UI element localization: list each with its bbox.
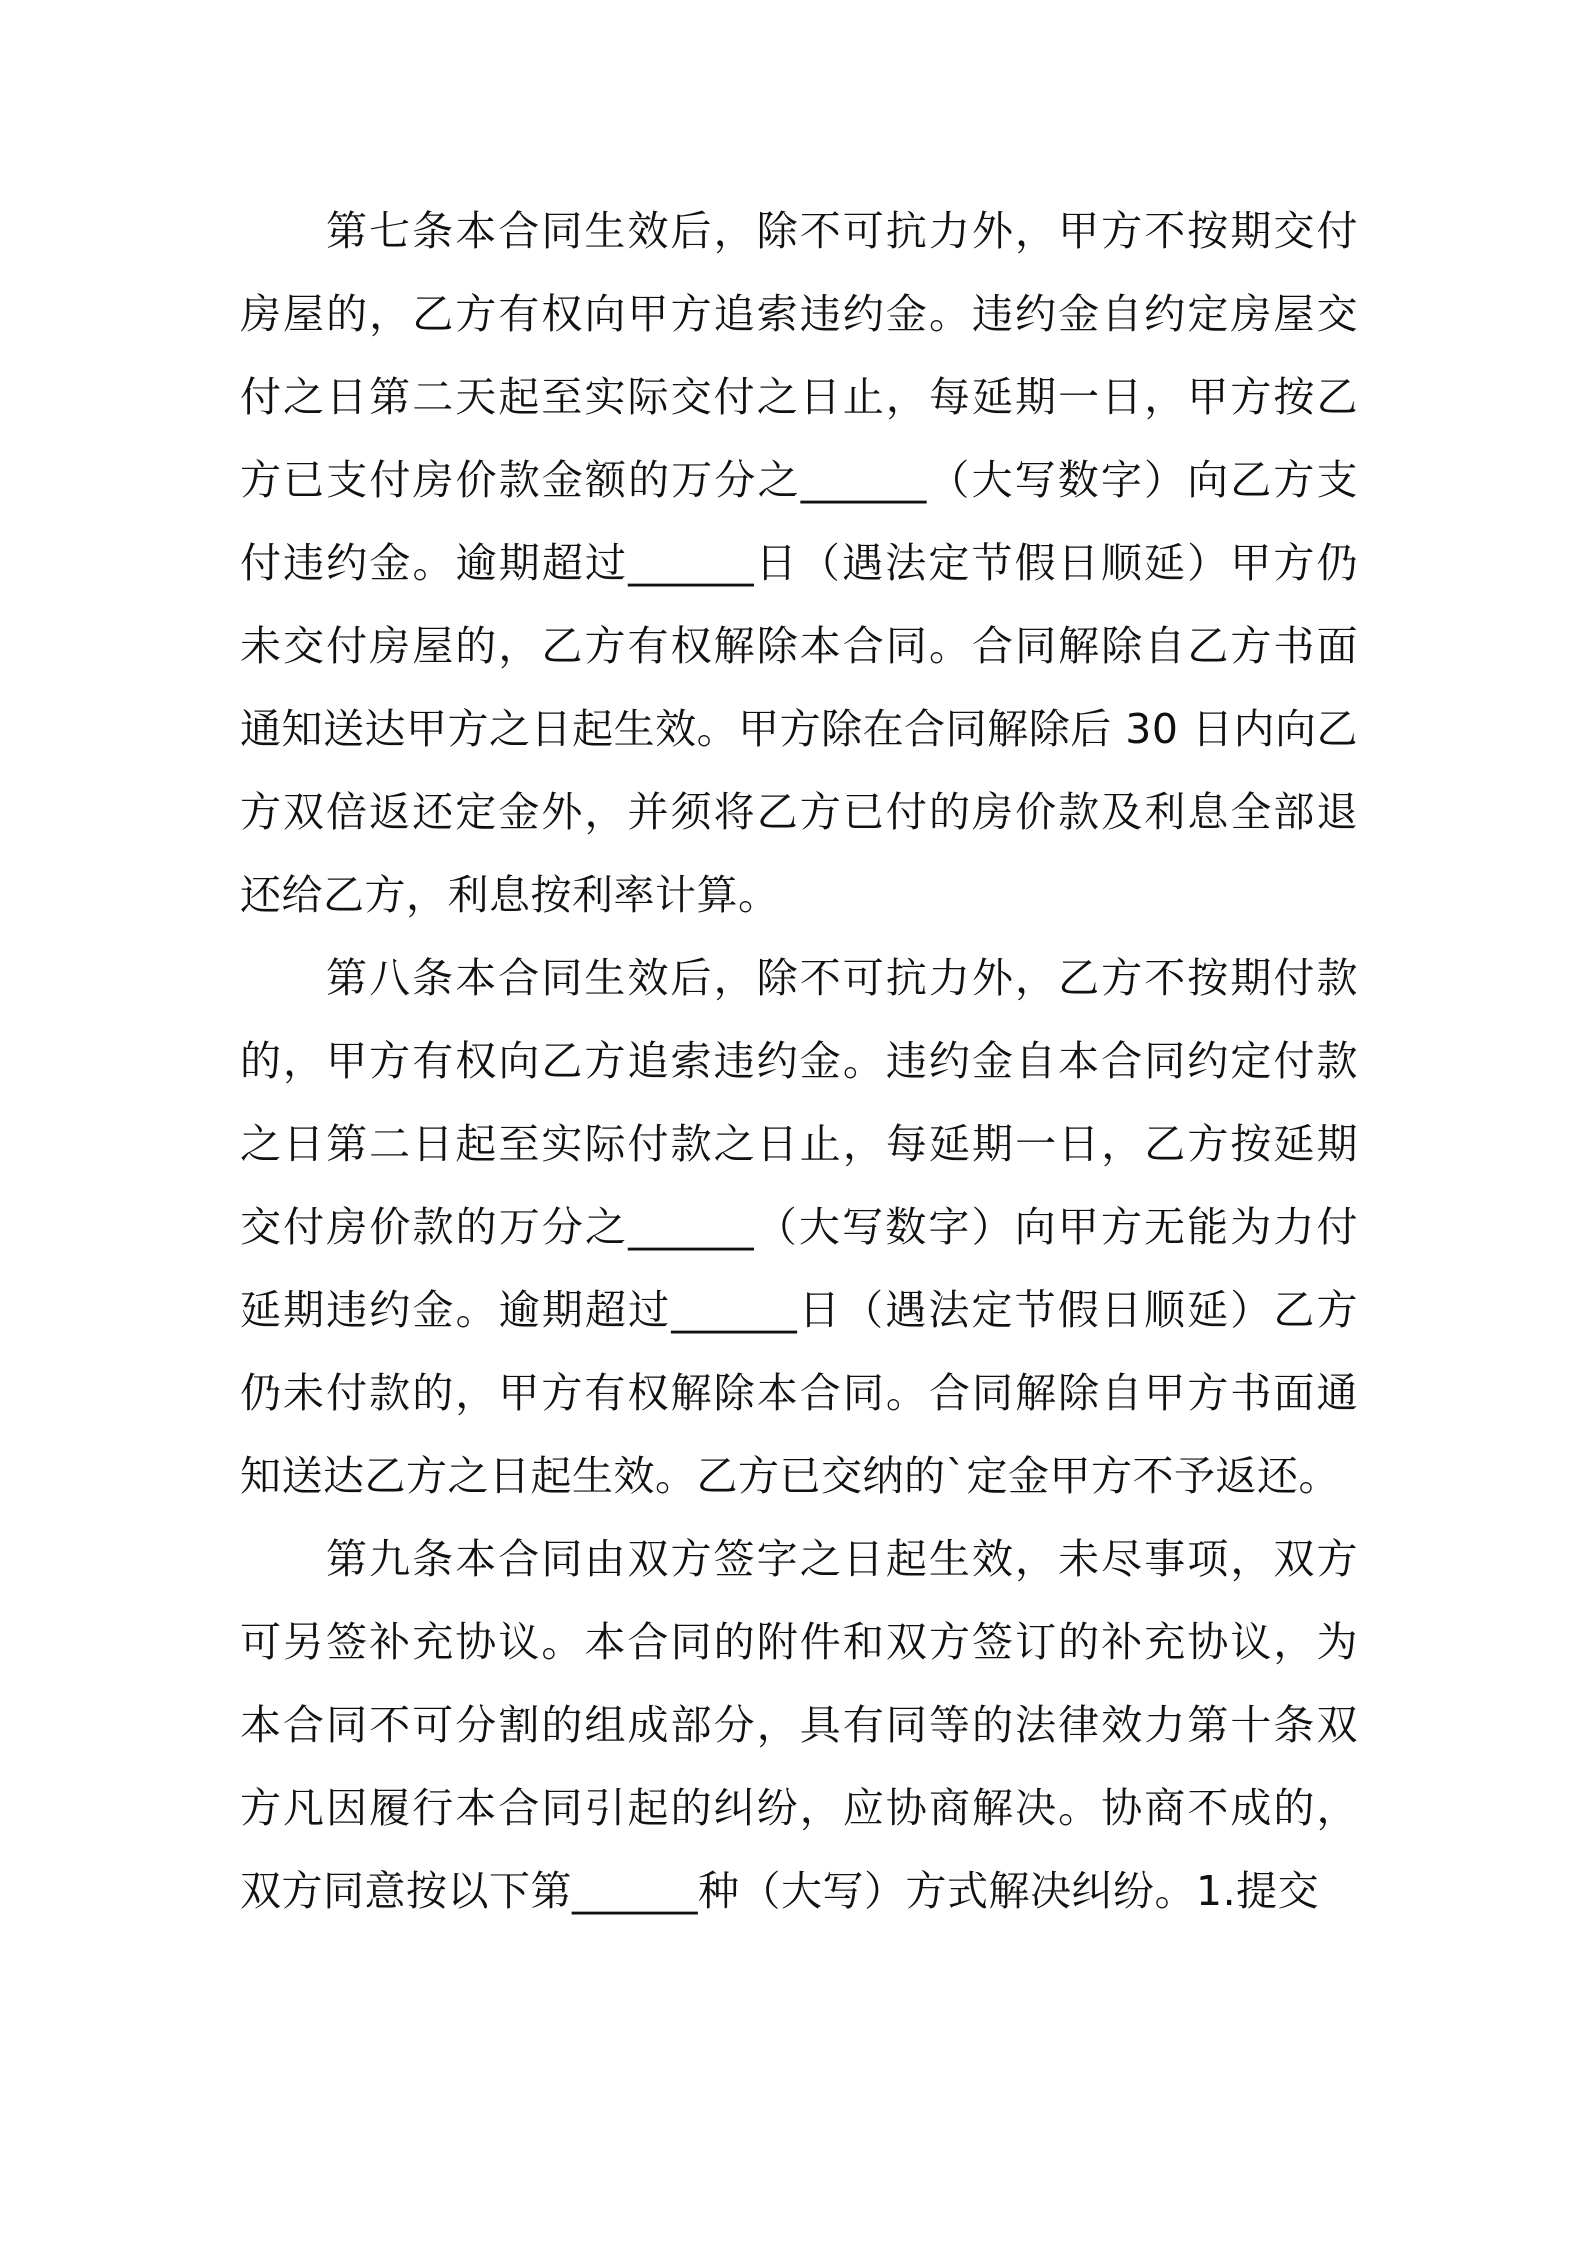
document-body: [240, 190, 1358, 1933]
paragraph-article-9: 第九条本合同由双方签字之日起生效，未尽事项，双方可另签补充协议。本合同的附件和双方签订的补充协议，为本合同不可分割的组成部分，具有同等的法律效力第十条双方凡因履行本合同引起的纠纷，应协商解决。协商不成的，双方同意按以下第______种（大写）方式解决纠纷。1.提交: [240, 1535, 1358, 1915]
paragraph-article-8: 第八条本合同生效后，除不可抗力外，乙方不按期付款的，甲方有权向乙方追索违约金。违约金自本合同约定付款之日第二日起至实际付款之日止，每延期一日，乙方按延期交付房价款的万分之______（大写数字）向甲方无能为力付延期违约金。逾期超过______日（遇法定节假日顺延）乙方仍未付款的，甲方有权解除本合同。合同解除自甲方书面通知送达乙方之日起生效。乙方已交纳的`定金甲方不予返还。: [240, 954, 1358, 1500]
paragraph-article-7: 第七条本合同生效后，除不可抗力外，甲方不按期交付房屋的，乙方有权向甲方追索违约金。违约金自约定房屋交付之日第二天起至实际交付之日止，每延期一日，甲方按乙方已支付房价款金额的万分之______（大写数字）向乙方支付违约金。逾期超过______日（遇法定节假日顺延）甲方仍未交付房屋的，乙方有权解除本合同。合同解除自乙方书面通知送达甲方之日起生效。甲方除在合同解除后 30 日内向乙方双倍返还定金外，并须将乙方已付的房价款及利息全部退还给乙方，利息按利率计算。: [240, 207, 1358, 919]
